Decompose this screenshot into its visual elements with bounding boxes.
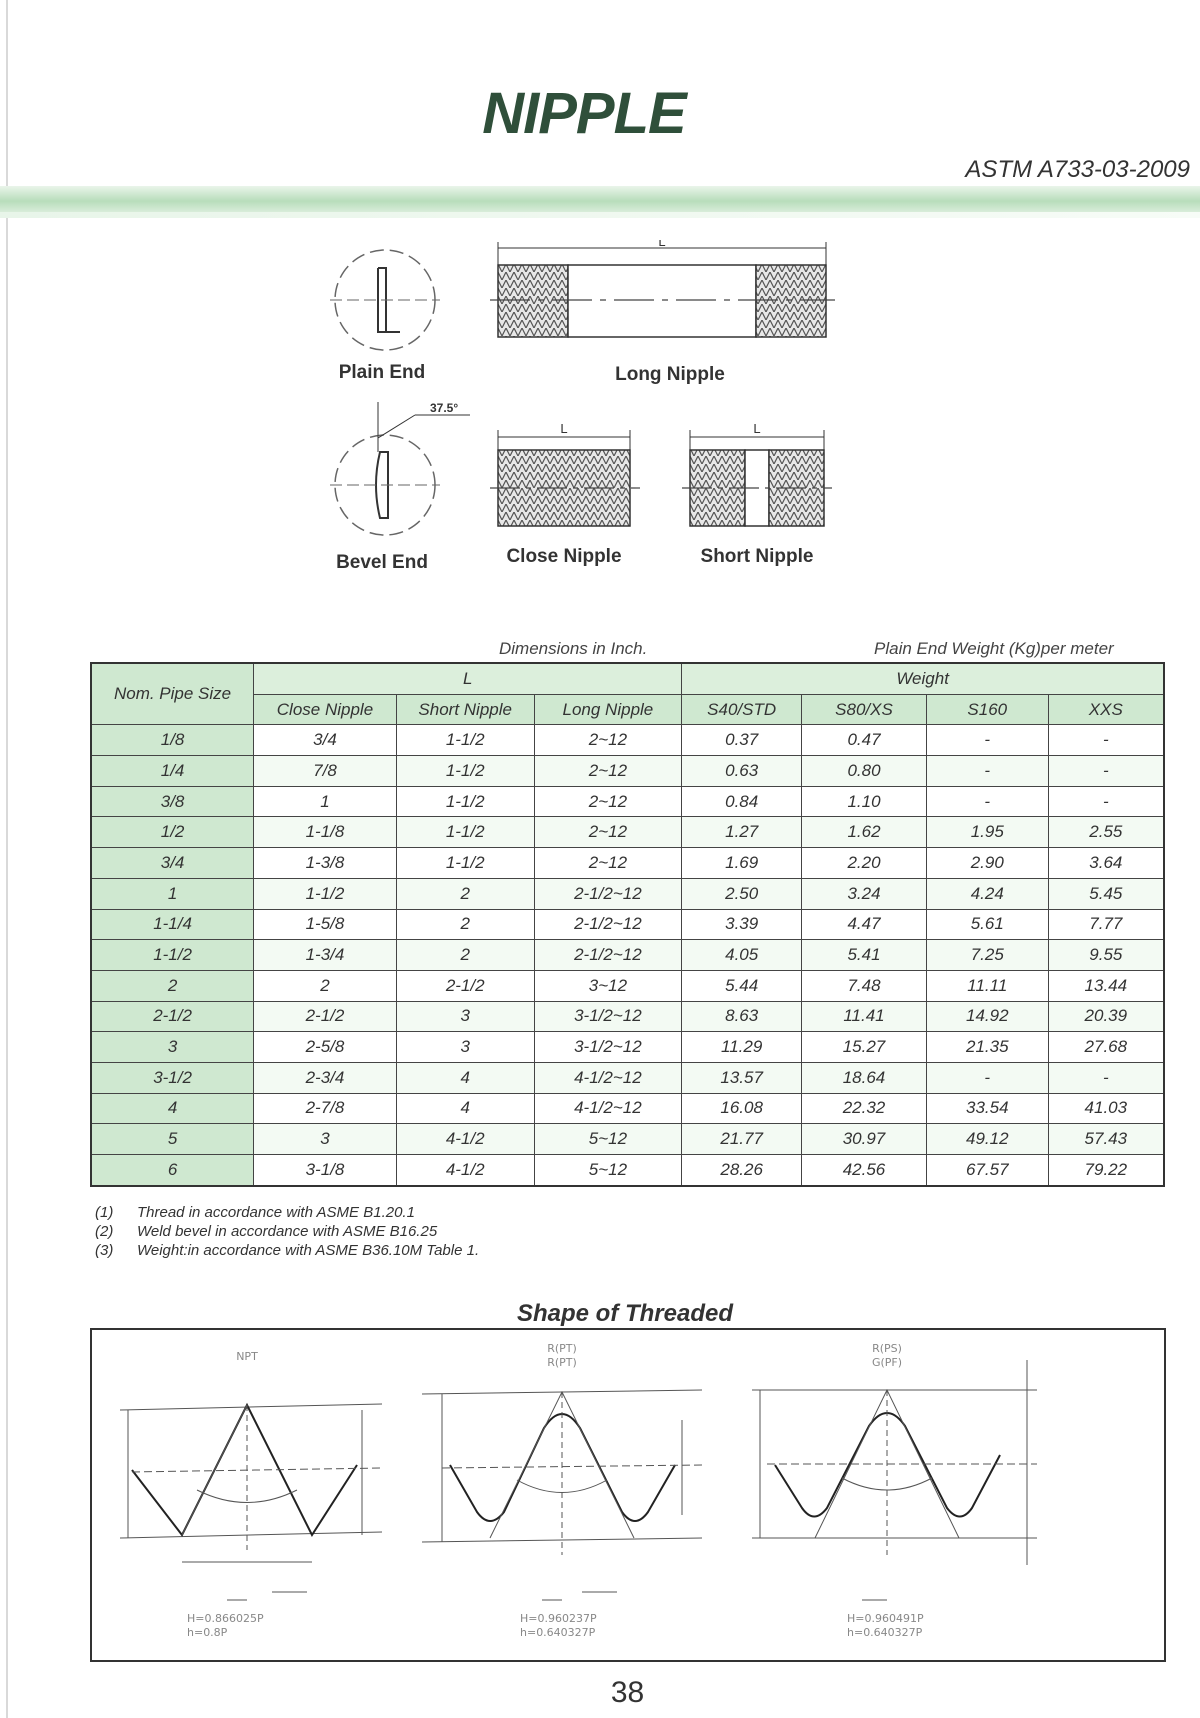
table-cell: 3.39 (682, 909, 802, 940)
table-cell: 2 (396, 878, 534, 909)
table-cell: 2 (396, 909, 534, 940)
shape-title: Shape of Threaded (516, 1300, 734, 1327)
weight-note: Plain End Weight (Kg)per meter (874, 639, 1114, 658)
table-cell: 1.95 (926, 817, 1048, 848)
pipe-size-cell: 6 (91, 1155, 254, 1186)
pipe-size-cell: 1/4 (91, 756, 254, 787)
long-nipple-drawing (490, 240, 835, 385)
table-cell: - (1048, 756, 1164, 787)
page-edge (6, 0, 8, 1718)
table-cell: 5.44 (682, 970, 802, 1001)
table-cell: 5~12 (534, 1124, 682, 1155)
table-cell: 4.47 (802, 909, 927, 940)
table-cell: 2-1/2 (396, 970, 534, 1001)
column-header: S40/STD (682, 694, 802, 725)
table-cell: 2.50 (682, 878, 802, 909)
table-cell: - (926, 725, 1048, 756)
short-nipple-length-label: L (753, 421, 761, 436)
svg-text:h=0.8P: h=0.8P (187, 1626, 228, 1639)
table-cell: 79.22 (1048, 1155, 1164, 1186)
table-cell: 3 (396, 1001, 534, 1032)
table-row (91, 970, 1164, 1001)
table-cell: 3-1/2~12 (534, 1032, 682, 1063)
pipe-size-cell: 2 (91, 970, 254, 1001)
svg-text:H=0.866025P: H=0.866025P (187, 1612, 264, 1625)
table-cell: 21.35 (926, 1032, 1048, 1063)
dimensions-note: Dimensions in Inch. (499, 639, 648, 658)
bevel-end-drawing (330, 401, 470, 573)
table-cell: 42.56 (802, 1155, 927, 1186)
svg-text:G(PF): G(PF) (871, 1356, 903, 1369)
table-cell: 5~12 (534, 1155, 682, 1186)
table-cell: 1-5/8 (254, 909, 397, 940)
thread-shapes-svg (92, 1330, 1164, 1660)
rps-thread-profile (752, 1342, 1037, 1639)
table-cell: 0.63 (682, 756, 802, 787)
table-cell: - (926, 756, 1048, 787)
table-cell: 15.27 (802, 1032, 927, 1063)
table-row (91, 848, 1164, 879)
table-cell: 27.68 (1048, 1032, 1164, 1063)
standard-label: ASTM A733-03-2009 (965, 156, 1190, 183)
table-cell: 18.64 (802, 1062, 927, 1093)
table-row (91, 1155, 1164, 1186)
table-row (91, 725, 1164, 756)
table-cell: 57.43 (1048, 1124, 1164, 1155)
table-body (91, 725, 1164, 1186)
plain-end-caption: Plain End (338, 362, 426, 383)
pipe-size-cell: 4 (91, 1093, 254, 1124)
pipe-size-cell: 1/8 (91, 725, 254, 756)
table-cell: 1-1/2 (396, 848, 534, 879)
size-header: Nom. Pipe Size (91, 663, 254, 725)
table-cell: 5.45 (1048, 878, 1164, 909)
short-nipple-drawing (682, 421, 832, 567)
table-cell: 2.20 (802, 848, 927, 879)
table-cell: 1.69 (682, 848, 802, 879)
table-row (91, 1093, 1164, 1124)
table-cell: 1.62 (802, 817, 927, 848)
pipe-size-cell: 1-1/2 (91, 940, 254, 971)
rpt-thread-profile (422, 1342, 702, 1639)
table-row (91, 817, 1164, 848)
table-cell: 4-1/2~12 (534, 1093, 682, 1124)
table-cell: 20.39 (1048, 1001, 1164, 1032)
close-nipple-drawing (490, 421, 640, 567)
table-row (91, 1001, 1164, 1032)
column-header: Short Nipple (396, 694, 534, 725)
table-cell: 2~12 (534, 848, 682, 879)
table-cell: 7/8 (254, 756, 397, 787)
table-cell: 22.32 (802, 1093, 927, 1124)
table-cell: 3/4 (254, 725, 397, 756)
table-row (91, 1124, 1164, 1155)
pipe-size-cell: 3/4 (91, 848, 254, 879)
table-cell: 2.90 (926, 848, 1048, 879)
table-row (91, 756, 1164, 787)
table-cell: - (1048, 786, 1164, 817)
table-row (91, 940, 1164, 971)
table-cell: 1-1/2 (396, 786, 534, 817)
table-cell: 5.61 (926, 909, 1048, 940)
table-cell: 2-7/8 (254, 1093, 397, 1124)
page-title: NIPPLE (482, 81, 686, 146)
npt-thread-profile (120, 1350, 382, 1639)
page-number: 38 (610, 1676, 645, 1709)
table-cell: 13.44 (1048, 970, 1164, 1001)
table-cell: 7.77 (1048, 909, 1164, 940)
table-cell: 2-1/2 (254, 1001, 397, 1032)
table-cell: 2.55 (1048, 817, 1164, 848)
table-cell: 1.27 (682, 817, 802, 848)
pipe-size-cell: 1/2 (91, 817, 254, 848)
table-cell: 3-1/2~12 (534, 1001, 682, 1032)
long-nipple-length-label: L (658, 240, 666, 249)
dimensions-table (90, 662, 1165, 1187)
svg-text:h=0.640327P: h=0.640327P (847, 1626, 923, 1639)
table-cell: 2 (396, 940, 534, 971)
table-cell: 1-3/8 (254, 848, 397, 879)
footnote: (2) Weld bevel in accordance with ASME B16.25 (95, 1223, 438, 1240)
pipe-size-cell: 3 (91, 1032, 254, 1063)
table-cell: - (1048, 725, 1164, 756)
table-cell: 1-1/2 (396, 725, 534, 756)
table-cell: 2-5/8 (254, 1032, 397, 1063)
plain-end-drawing (330, 250, 440, 383)
column-header: S160 (926, 694, 1048, 725)
table-cell: - (926, 786, 1048, 817)
table-cell: 3.24 (802, 878, 927, 909)
table-cell: 8.63 (682, 1001, 802, 1032)
table-cell: 21.77 (682, 1124, 802, 1155)
pipe-size-cell: 3-1/2 (91, 1062, 254, 1093)
table-cell: 3-1/8 (254, 1155, 397, 1186)
table-row (91, 786, 1164, 817)
table-cell: 11.29 (682, 1032, 802, 1063)
table-cell: 4.24 (926, 878, 1048, 909)
svg-text:R(PT): R(PT) (547, 1342, 577, 1355)
table-cell: 67.57 (926, 1155, 1048, 1186)
short-nipple-caption: Short Nipple (700, 546, 814, 567)
table-cell: 2~12 (534, 786, 682, 817)
thread-shapes-box (90, 1328, 1166, 1662)
table-row (91, 909, 1164, 940)
table-cell: 0.84 (682, 786, 802, 817)
column-header: Close Nipple (254, 694, 397, 725)
table-cell: 1-3/4 (254, 940, 397, 971)
svg-text:h=0.640327P: h=0.640327P (520, 1626, 596, 1639)
column-header: Long Nipple (534, 694, 682, 725)
nipple-drawings-svg (330, 240, 930, 620)
table-cell: 4-1/2 (396, 1124, 534, 1155)
table-cell: 5.41 (802, 940, 927, 971)
table-row (91, 1062, 1164, 1093)
pipe-size-cell: 1-1/4 (91, 909, 254, 940)
table-cell: - (1048, 1062, 1164, 1093)
table-cell: 2 (254, 970, 397, 1001)
svg-text:H=0.960237P: H=0.960237P (520, 1612, 597, 1625)
table-cell: 7.48 (802, 970, 927, 1001)
weight-header: Weight (682, 663, 1164, 694)
table-cell: 1 (254, 786, 397, 817)
table-cell: 3~12 (534, 970, 682, 1001)
pipe-size-cell: 1 (91, 878, 254, 909)
bevel-angle-label: 37.5° (430, 401, 459, 415)
table-cell: 0.37 (682, 725, 802, 756)
column-header: XXS (1048, 694, 1164, 725)
table-cell: 0.80 (802, 756, 927, 787)
table-cell: 4-1/2~12 (534, 1062, 682, 1093)
footnotes (95, 1203, 479, 1260)
svg-text:R(PS): R(PS) (872, 1342, 902, 1355)
table-cell: 1-1/2 (396, 756, 534, 787)
table-cell: 2-1/2~12 (534, 909, 682, 940)
table-cell: 1-1/2 (396, 817, 534, 848)
header-band-fade (0, 212, 1200, 218)
table-cell: 2-1/2~12 (534, 940, 682, 971)
table-cell: 16.08 (682, 1093, 802, 1124)
pipe-size-cell: 5 (91, 1124, 254, 1155)
table-cell: 1-1/2 (254, 878, 397, 909)
table-cell: 13.57 (682, 1062, 802, 1093)
table-cell: 4 (396, 1093, 534, 1124)
footnote: (3) Weight:in accordance with ASME B36.10M Table 1. (95, 1242, 480, 1259)
table-cell: 4.05 (682, 940, 802, 971)
svg-text:NPT: NPT (236, 1350, 258, 1363)
close-nipple-length-label: L (560, 421, 568, 436)
table-cell: 30.97 (802, 1124, 927, 1155)
table-cell: 1-1/8 (254, 817, 397, 848)
pipe-size-cell: 2-1/2 (91, 1001, 254, 1032)
table-cell: 14.92 (926, 1001, 1048, 1032)
table-cell: 11.11 (926, 970, 1048, 1001)
table-cell: 2~12 (534, 725, 682, 756)
table-cell: 11.41 (802, 1001, 927, 1032)
table-cell: 28.26 (682, 1155, 802, 1186)
bevel-end-caption: Bevel End (336, 552, 428, 573)
table-cell: 3 (396, 1032, 534, 1063)
svg-text:R(PT): R(PT) (547, 1356, 577, 1369)
table-cell: 1.10 (802, 786, 927, 817)
table-cell: 2~12 (534, 756, 682, 787)
column-header: S80/XS (802, 694, 927, 725)
table-cell: 2-3/4 (254, 1062, 397, 1093)
nipple-drawings (330, 240, 930, 620)
table-cell: 2~12 (534, 817, 682, 848)
table-cell: 7.25 (926, 940, 1048, 971)
svg-text:H=0.960491P: H=0.960491P (847, 1612, 924, 1625)
close-nipple-caption: Close Nipple (506, 546, 622, 567)
table-cell: 33.54 (926, 1093, 1048, 1124)
footnote: (1) Thread in accordance with ASME B1.20.1 (95, 1204, 415, 1221)
table-row (91, 1032, 1164, 1063)
table-cell: - (926, 1062, 1048, 1093)
table-cell: 9.55 (1048, 940, 1164, 971)
table-cell: 0.47 (802, 725, 927, 756)
table-cell: 4 (396, 1062, 534, 1093)
length-header: L (254, 663, 682, 694)
table-cell: 4-1/2 (396, 1155, 534, 1186)
table-cell: 3 (254, 1124, 397, 1155)
long-nipple-caption: Long Nipple (615, 364, 725, 385)
table-row (91, 878, 1164, 909)
table-cell: 3.64 (1048, 848, 1164, 879)
table-cell: 49.12 (926, 1124, 1048, 1155)
pipe-size-cell: 3/8 (91, 786, 254, 817)
table-cell: 2-1/2~12 (534, 878, 682, 909)
table-cell: 41.03 (1048, 1093, 1164, 1124)
